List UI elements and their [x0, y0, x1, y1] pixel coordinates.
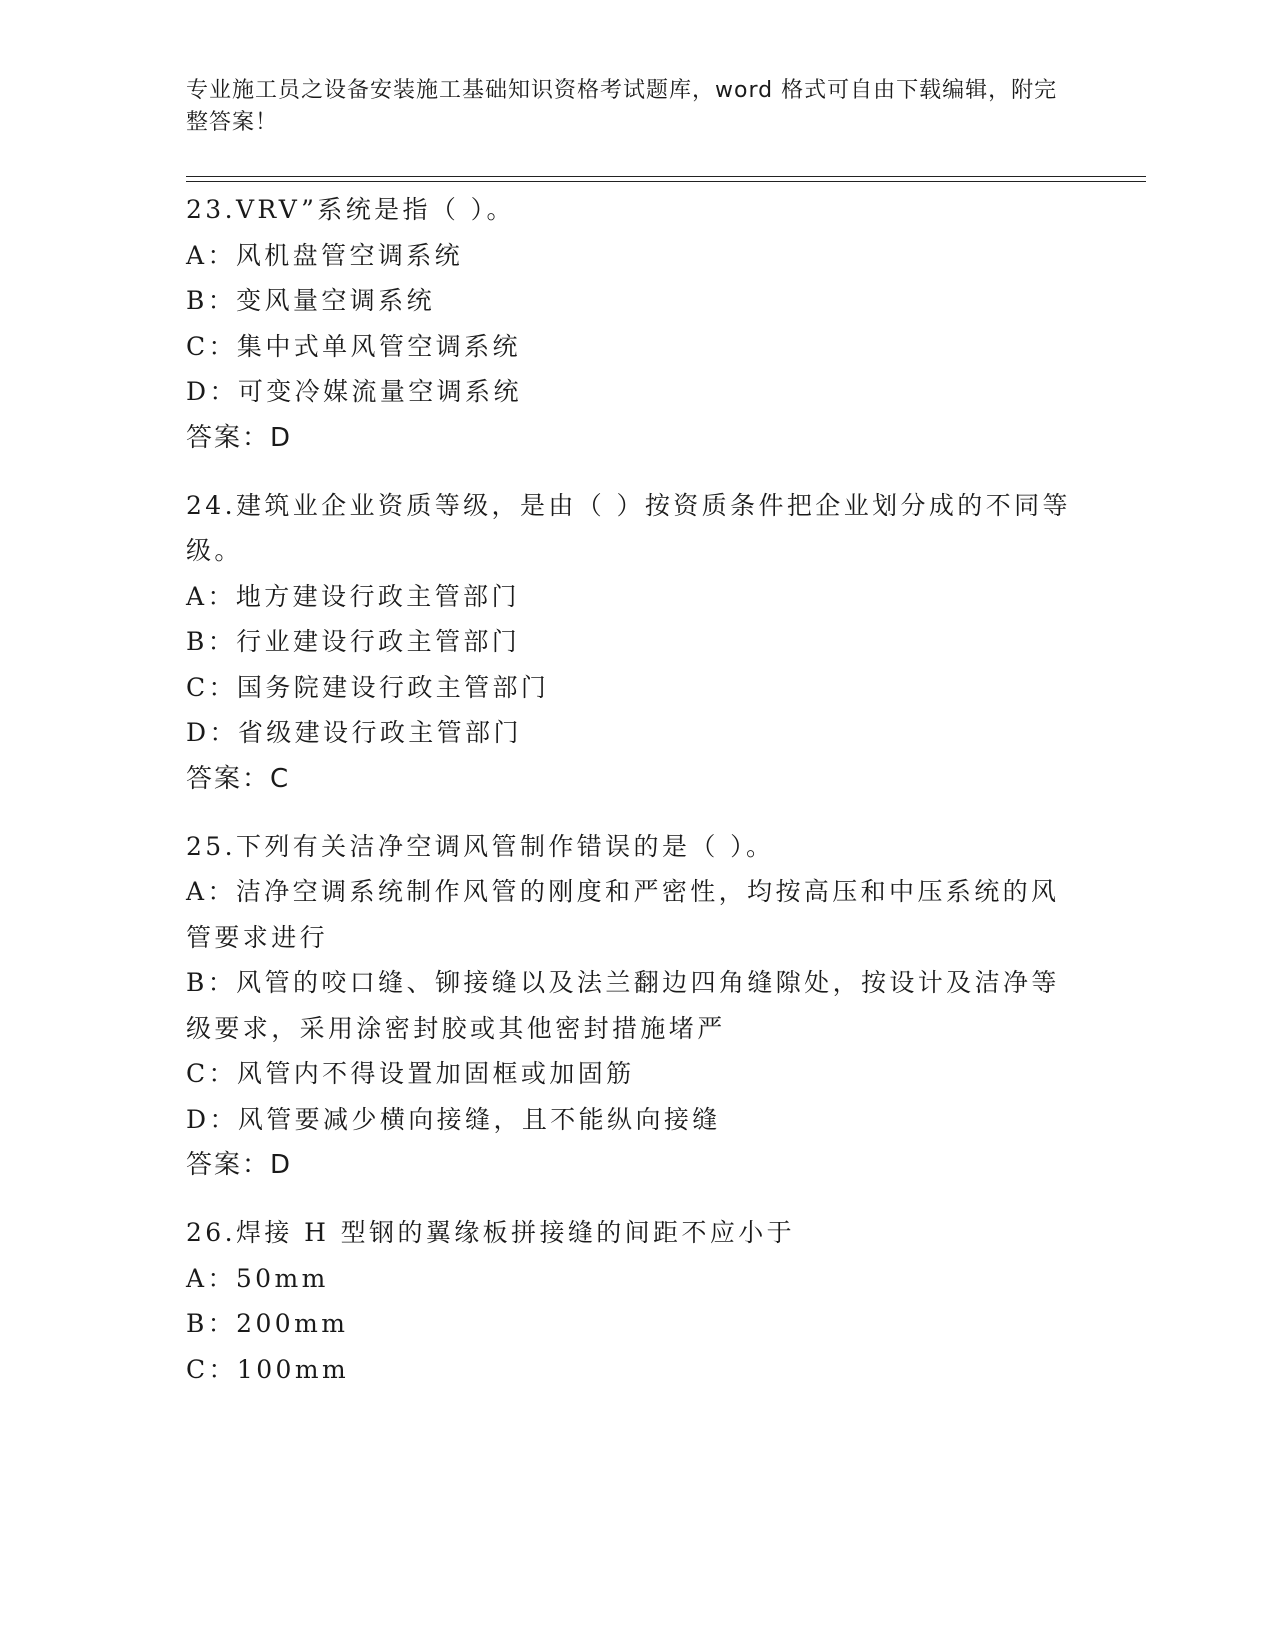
answer: 答案：C [186, 763, 291, 794]
option-b: B：风管的咬口缝、铆接缝以及法兰翻边四角缝隙处，按设计及洁净等级要求，采用涂密封胶或其他密封措施堵严 [186, 968, 1060, 1043]
option-c: C：风管内不得设置加固框或加固筋 [186, 1059, 635, 1088]
option-c: C：100mm [186, 1354, 350, 1384]
question-list [186, 187, 1086, 1414]
option-b: B：200mm [186, 1309, 349, 1338]
option-d: D：省级建设行政主管部门 [186, 718, 522, 747]
question-stem: 25.下列有关洁净空调风管制作错误的是（ ）。 [186, 831, 775, 861]
option-d: D：可变冷媒流量空调系统 [186, 377, 522, 406]
question-23 [186, 187, 1086, 461]
question-stem: 24.建筑业企业资质等级，是由（ ）按资质条件把企业划分成的不同等级。 [186, 490, 1071, 565]
question-stem: 23.VRV”系统是指（ ）。 [186, 195, 515, 224]
answer: 答案：D [186, 422, 293, 453]
header-divider-top [186, 176, 1146, 177]
header-note: 专业施工员之设备安装施工基础知识资格考试题库，word 格式可自由下载编辑，附完整答案！ [186, 78, 1058, 135]
option-a: A：洁净空调系统制作风管的刚度和严密性，均按高压和中压系统的风管要求进行 [186, 877, 1060, 952]
option-c: C：国务院建设行政主管部门 [186, 672, 550, 702]
answer: 答案：D [186, 1150, 293, 1180]
option-b: B：变风量空调系统 [186, 286, 435, 315]
question-24 [186, 483, 1086, 802]
option-a: A：地方建设行政主管部门 [186, 581, 520, 611]
question-25 [186, 824, 1086, 1189]
option-b: B：行业建设行政主管部门 [186, 627, 521, 656]
option-d: D：风管要减少横向接缝，且不能纵向接缝 [186, 1104, 721, 1134]
option-c: C：集中式单风管空调系统 [186, 331, 521, 361]
question-26 [186, 1210, 1086, 1392]
header-divider-bottom [186, 181, 1146, 182]
option-a: A：风机盘管空调系统 [186, 240, 464, 270]
option-a: A：50mm [186, 1263, 329, 1293]
question-stem: 26.焊接 H 型钢的翼缘板拼接缝的间距不应小于 [186, 1218, 796, 1247]
